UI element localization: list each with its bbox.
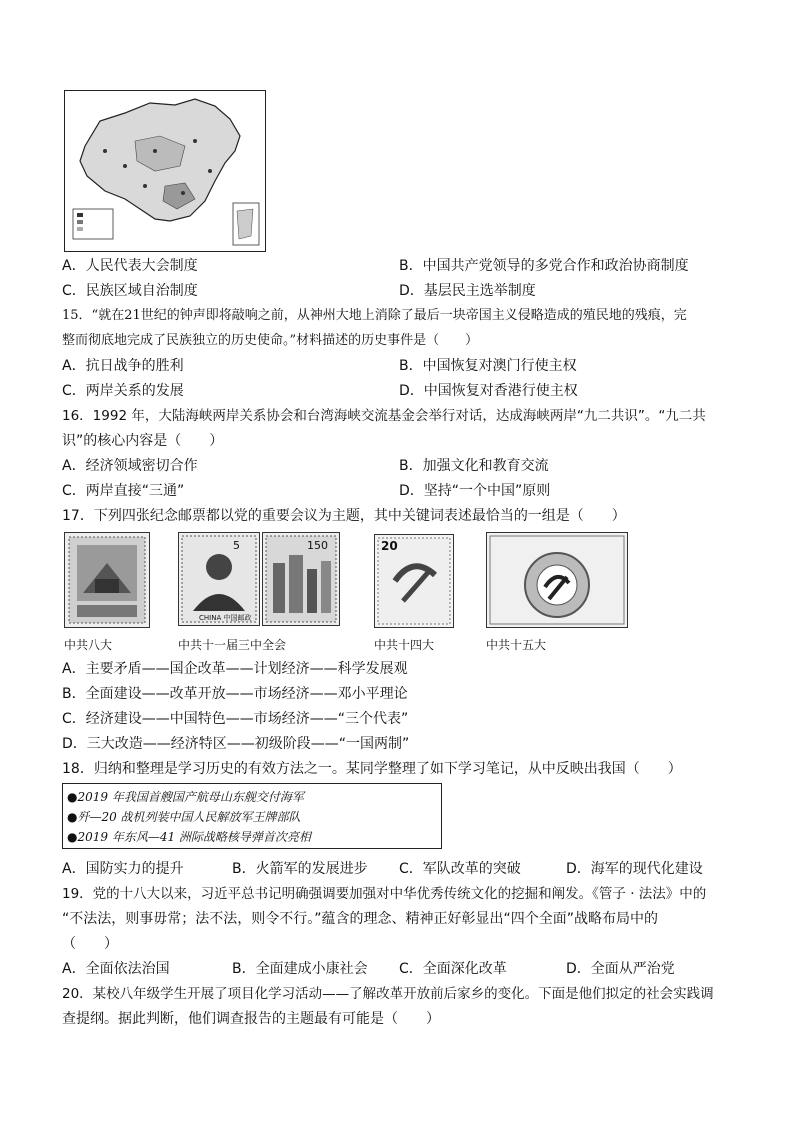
q19-stem-line3: （ ） — [62, 936, 118, 952]
q16-option-b: B．加强文化和教育交流 — [399, 458, 549, 474]
study-notes-box — [62, 783, 442, 849]
q14-option-c: C．民族区域自治制度 — [62, 283, 198, 299]
q14-option-d: D．基层民主选举制度 — [399, 283, 536, 299]
stamp-caption: 中共十四大 — [374, 638, 435, 652]
stamp-caption: 中共十五大 — [486, 638, 547, 652]
stamp-15th-congress — [486, 532, 628, 628]
q16-stem-line1: 16．1992 年，大陆海峡两岸关系协会和台湾海峡交流基金会举行对话，达成海峡两岸“九二共识”。“九二共 — [62, 408, 706, 424]
q18-option-b: B．火箭军的发展进步 — [232, 861, 368, 877]
q18-option-c: C．军队改革的突破 — [399, 861, 521, 877]
q19-option-c: C．全面深化改革 — [399, 961, 507, 977]
q17-option-c: C．经济建设——中国特色——市场经济——“三个代表” — [62, 711, 409, 727]
note-item: ●2019 年东风—41 洲际战略核导弹首次亮相 — [67, 830, 311, 844]
q17-option-d: D．三大改造——经济特区——初级阶段——“一国两制” — [62, 736, 410, 752]
stamp-value: 5 — [233, 539, 240, 552]
q14-option-a: A．人民代表大会制度 — [62, 258, 198, 274]
q16-stem-line2: 识”的核心内容是（ ） — [62, 433, 224, 449]
stamp-caption: 中共八大 — [64, 638, 113, 652]
stamp-country-text: CHINA 中国邮政 — [199, 614, 252, 622]
q17-option-a: A．主要矛盾——国企改革——计划经济——科学发展观 — [62, 661, 408, 677]
q17-option-b: B．全面建设——改革开放——市场经济——邓小平理论 — [62, 686, 408, 702]
china-map-figure — [64, 90, 266, 252]
portrait-stamp-icon — [179, 533, 259, 625]
q17-stem: 17．下列四张纪念邮票都以党的重要会议为主题，其中关键词表述最恰当的一组是（ ） — [62, 508, 626, 524]
stamp-14th-congress — [374, 534, 454, 628]
note-item: ●2019 年我国首艘国产航母山东舰交付海军 — [67, 790, 304, 804]
q19-option-d: D．全面从严治党 — [566, 961, 675, 977]
stamp-11th-plenum-portrait — [178, 532, 260, 626]
hammer-sickle-icon — [487, 533, 627, 627]
q18-option-d: D．海军的现代化建设 — [566, 861, 703, 877]
q16-option-a: A．经济领域密切合作 — [62, 458, 198, 474]
tiananmen-stamp-icon — [65, 533, 149, 627]
q16-option-d: D．坚持“一个中国”原则 — [399, 483, 551, 499]
q14-option-b: B．中国共产党领导的多党合作和政治协商制度 — [399, 258, 689, 274]
q15-option-a: A．抗日战争的胜利 — [62, 358, 184, 374]
q20-stem-line1: 20．某校八年级学生开展了项目化学习活动——了解改革开放前后家乡的变化。下面是他们拟定的社会实践调 — [62, 986, 714, 1002]
q15-option-c: C．两岸关系的发展 — [62, 383, 184, 399]
q18-option-a: A．国防实力的提升 — [62, 861, 184, 877]
q18-stem: 18．归纳和整理是学习历史的有效方法之一。某同学整理了如下学习笔记，从中反映出我国（ ） — [62, 761, 682, 777]
q19-option-a: A．全面依法治国 — [62, 961, 170, 977]
q15-stem-line2: 整而彻底地完成了民族独立的历史使命。”材料描述的历史事件是（ ） — [62, 333, 479, 348]
stamp-8th-congress — [64, 532, 150, 628]
q20-stem-line2: 查提纲。据此判断，他们调查报告的主题最有可能是（ ） — [62, 1011, 440, 1027]
q15-stem-line1: 15．“就在21世纪的钟声即将敲响之前，从神州大地上消除了最后一块帝国主义侵略造成的殖民地的残痕，完 — [62, 308, 687, 323]
q16-option-c: C．两岸直接“三通” — [62, 483, 185, 499]
q19-stem-line1: 19．党的十八大以来，习近平总书记明确强调要加强对中华优秀传统文化的挖掘和阐发。《管子 · 法法》中的 — [62, 886, 707, 902]
stamp-11th-plenum-city — [262, 532, 340, 626]
q19-option-b: B．全面建成小康社会 — [232, 961, 368, 977]
stamp-value: 150 — [307, 539, 328, 552]
stamp-value: 20 — [381, 539, 398, 553]
q19-stem-line2: “不法法，则事毋常；法不法，则令不行。”蕴含的理念、精神正好彰显出“四个全面”战略布局中的 — [62, 911, 659, 927]
china-map-icon — [65, 91, 265, 251]
stamp-caption: 中共十一届三中全会 — [178, 638, 287, 652]
note-item: ●歼—20 战机列装中国人民解放军王牌部队 — [67, 810, 301, 824]
q15-option-b: B．中国恢复对澳门行使主权 — [399, 358, 577, 374]
q15-option-d: D．中国恢复对香港行使主权 — [399, 383, 578, 399]
